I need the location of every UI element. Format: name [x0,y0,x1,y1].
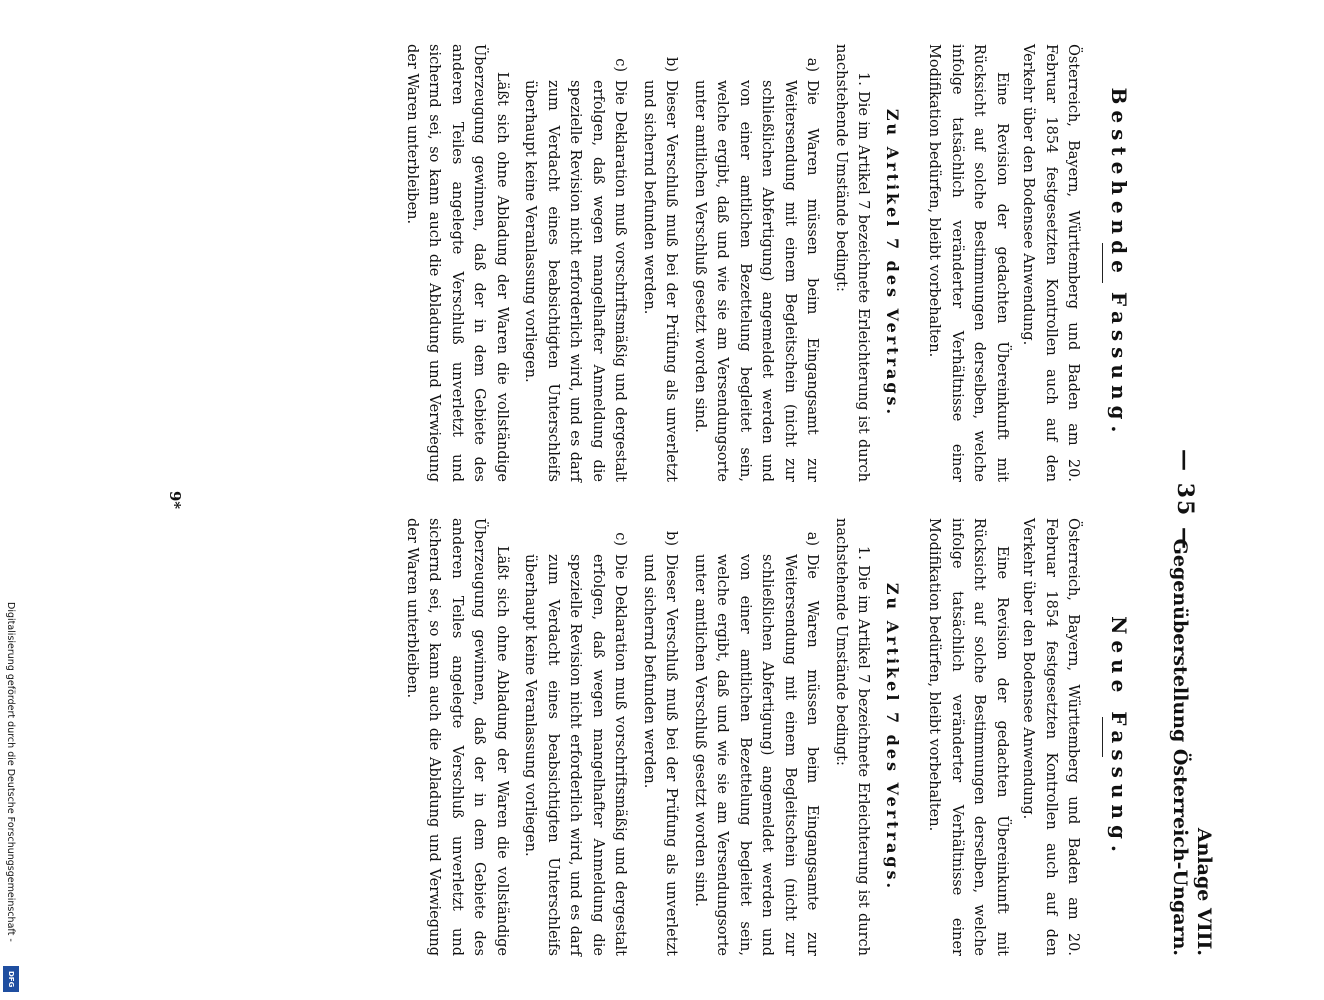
column-title-new: Neue Fassung. [1107,616,1131,858]
article-subheading: Zu Artikel 7 des Vertrags. [883,582,902,892]
list-text: Dieser Verschluß muß bei der Prüfung als unverletzt und sichernd befunden werden. [641,80,680,482]
list-item [689,518,824,956]
dfg-logo: DFG [3,966,19,992]
title-rule [1103,717,1104,757]
list-label: c) [612,58,629,72]
list-label: b) [663,531,680,546]
column-new [397,518,1131,956]
column-existing [397,44,1131,482]
paragraph: Österreich, Bayern, Württemberg und Baden am 20. Februar 1854 festgesetzten Kontrollen auch auf den Verkehr über den Bodensee Anwendung. [1020,44,1082,482]
list-item [638,44,683,482]
list-text: Die Deklaration muß vorschriftsmäßig und dergestalt erfolgen, daß wegen mangelhafter Anmeldung die spezielle Revision nicht erforderlich wird, und es darf zum Verdacht eines beabsichtigten Unterschleifs überhaupt keine Veranlassung vorliegen. [522,554,629,956]
digitization-credit [0,0,22,1000]
annex-subtitle: Gegenüberstellung Österreich-Ungarn. [1169,538,1191,956]
paragraph: Eine Revision der gedachten Übereinkunft mit Rücksicht auf solche Bestimmungen derselben, welche infolge tatsächlich veränderter Verhältnisse einer Modifikation bedürfen, bleibt vorbehalten. [926,44,1010,482]
paragraph: Eine Revision der gedachten Übereinkunft mit Rücksicht auf solche Bestimmungen derselben, welche infolge tatsächlich veränderter Verhältnisse einer Modifikation bedürfen, bleibt vorbehalten. [926,518,1010,956]
annex-label: Anlage VIII. [1193,827,1215,956]
article-subheading: Zu Artikel 7 des Vertrags. [883,108,902,418]
paragraph: 1. Die im Artikel 7 bezeichnete Erleichterung ist durch nachstehende Umstände bedingt: [833,518,872,956]
signature-mark: 9* [166,490,184,510]
list-label: c) [612,532,629,546]
list-item [689,44,824,482]
column-title-existing: Bestehende Fassung. [1107,87,1131,439]
list-item [519,518,632,956]
list-text: Die Deklaration muß vorschriftsmäßig und dergestalt erfolgen, daß wegen mangelhafter Anmeldung die spezielle Revision nicht erforderlich wird, und es darf zum Verdacht eines beabsichtigten Unterschleifs überhaupt keine Veranlassung vorliegen. [522,80,629,482]
list-item [638,518,683,956]
title-rule [1103,243,1104,283]
list-text: Die Waren müssen beim Eingangsamt zur Weitersendung mit einem Begleitschein (nicht zur schließlichen Abfertigung) angemeldet werden und von einer amtlichen Bezettelung begleitet sein, welche ergibt, daß und wie sie am Versendungsorte unter amtlichen Verschluß gesetzt worden sind. [692,80,821,482]
page-number: — 35 — [1172,449,1198,551]
paragraph: Österreich, Bayern, Württemberg und Baden am 20. Februar 1854 festgesetzten Kontrollen auch auf den Verkehr über den Bodensee Anwendung. [1020,518,1082,956]
paragraph: Läßt sich ohne Abladung der Waren die vollständige Überzeugung gewinnen, daß der in dem Gebiete des anderen Teiles angelegte Verschluß unverletzt und sichernd sei, so kann auch die Abladung und Verwiegung der Waren unterbleiben. [404,44,510,482]
paragraph: 1. Die im Artikel 7 bezeichnete Erleichterung ist durch nachstehende Umstände bedingt: [833,44,872,482]
page-header [1130,44,1216,956]
list-text: Die Waren müssen beim Eingangsamte zur Weitersendung mit einem Begleitschein (nicht zur schließlichen Abfertigung) angemeldet werden und von einer amtlichen Bezettelung begleitet sein, welche ergibt, daß und wie sie am Versendungsorte unter amtlichen Verschluß gesetzt worden sind. [692,554,821,956]
document-page [124,0,1244,1000]
list-item [519,44,632,482]
comparison-columns [397,44,1131,956]
list-label: a) [804,531,821,546]
list-label: a) [804,57,821,72]
credit-text: Digitalisierung gefördert durch die Deutsche Forschungsgemeinschaft - [5,602,16,942]
paragraph: Läßt sich ohne Abladung der Waren die vollständige Überzeugung gewinnen, daß der in dem Gebiete des anderen Teiles angelegte Verschluß unverletzt und sichernd sei, so kann auch die Abladung und Verwiegung der Waren unterbleiben. [404,518,510,956]
list-text: Dieser Verschluß muß bei der Prüfung als unverletzt und sichernd befunden werden. [641,554,680,956]
list-label: b) [663,57,680,72]
